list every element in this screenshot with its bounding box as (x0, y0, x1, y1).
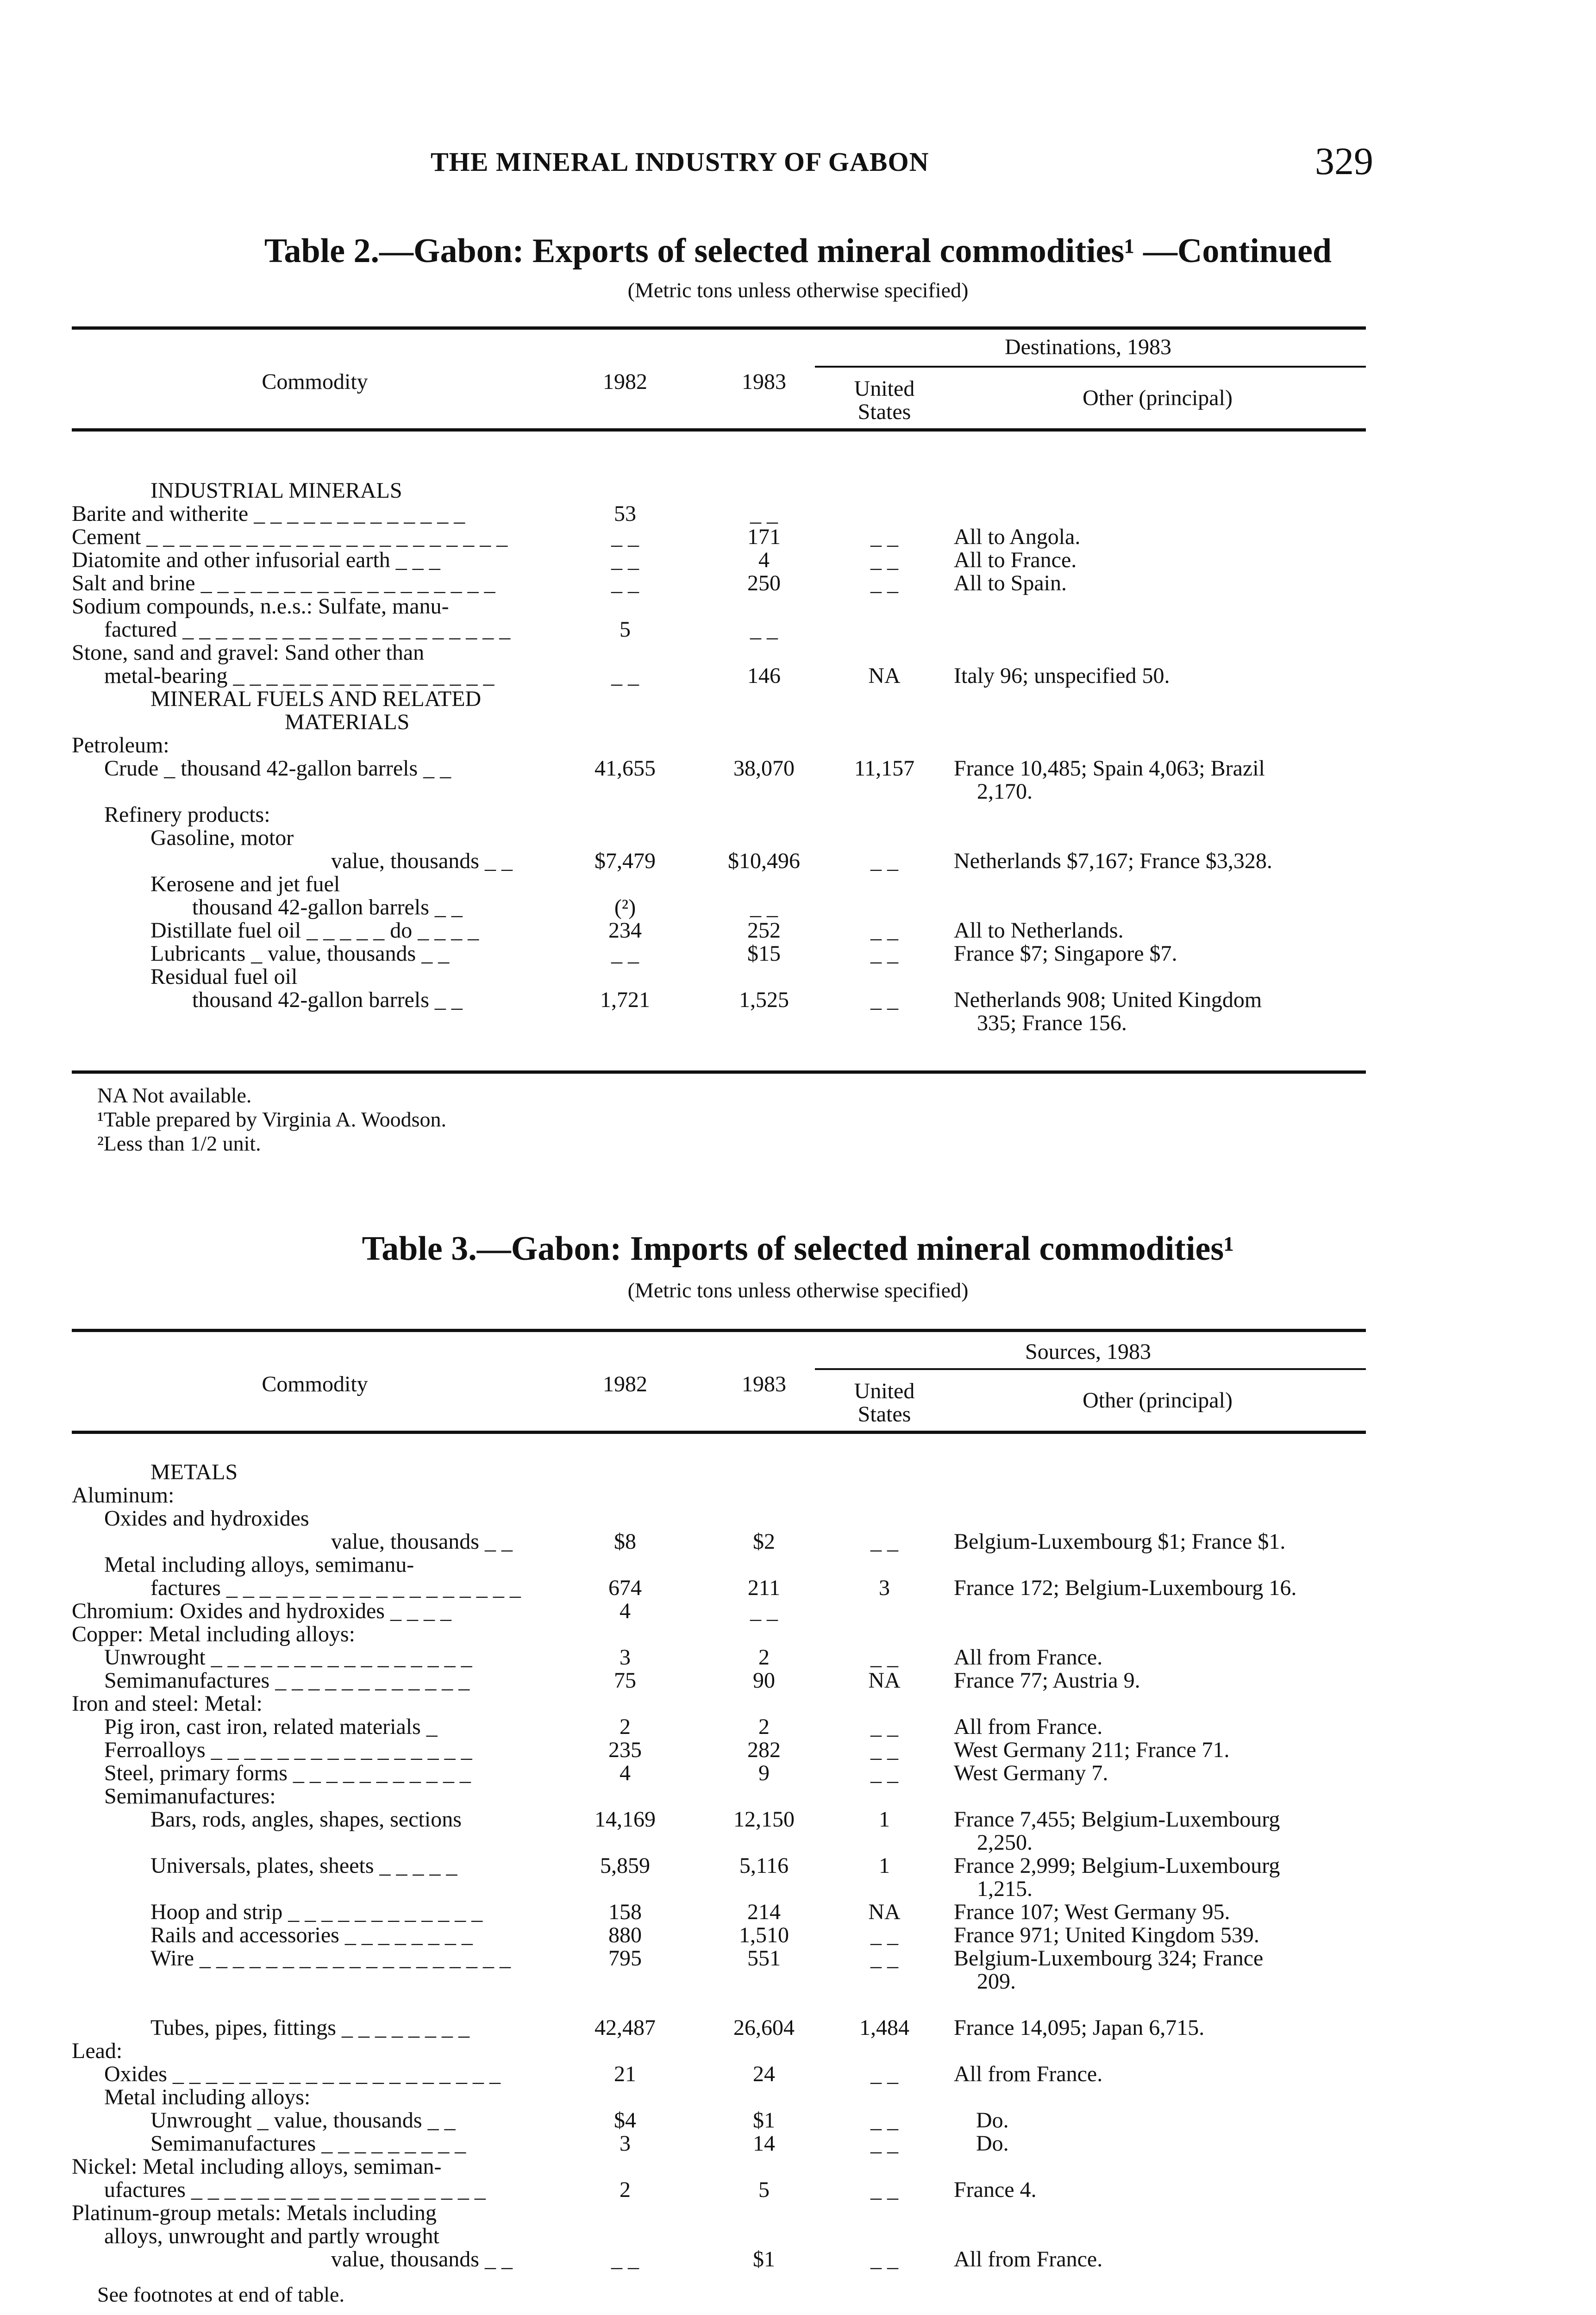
table3-value-us: 1 (879, 1807, 890, 1832)
table3-value-us: 1,484 (859, 2015, 909, 2040)
table2-commodity: Petroleum: (72, 733, 169, 757)
table3-commodity: Aluminum: (72, 1483, 175, 1508)
table2-subtitle: (Metric tons unless otherwise specified) (627, 278, 969, 302)
table2-footnote: ²Less than 1/2 unit. (97, 1132, 261, 1155)
table3-value-1982: 4 (620, 1761, 631, 1785)
table3-body (72, 1461, 1366, 2271)
table3-commodity: Lead: (72, 2039, 123, 2063)
table3-row (72, 1692, 1366, 1715)
table2-value-us: _ _ (870, 548, 898, 572)
table3-commodity: value, thousands _ _ (331, 1529, 513, 1554)
table2-commodity: value, thousands _ _ (331, 849, 513, 873)
table2-other-principal: All to France. (954, 548, 1077, 572)
table3-value-us: _ _ (870, 1529, 898, 1554)
table2-header-us: United States (854, 376, 915, 424)
table3-header-1982: 1982 (603, 1372, 647, 1396)
table2-commodity: thousand 42-gallon barrels _ _ (192, 988, 463, 1012)
table3-value-1983: 551 (747, 1946, 781, 1971)
table3-other-principal: France 77; Austria 9. (954, 1668, 1140, 1693)
table3-value-1982: 75 (614, 1668, 636, 1693)
table2-row (72, 664, 1366, 688)
table3-header-other: Other (principal) (1083, 1388, 1233, 1413)
table3-other-principal-cont: 2,250. (977, 1830, 1033, 1855)
table3-commodity: Universals, plates, sheets _ _ _ _ _ (150, 1853, 457, 1878)
table3-commodity: Iron and steel: Metal: (72, 1691, 263, 1716)
table3-row (72, 2225, 1366, 2248)
table2-other-principal: All to Angola. (954, 525, 1081, 549)
table2-row (72, 896, 1366, 919)
table3-other-principal: All from France. (954, 2247, 1103, 2271)
table2-value-1983: 38,070 (733, 756, 795, 781)
table3-other-principal: France 7,455; Belgium-Luxembourg (954, 1807, 1280, 1832)
table3-row (72, 2248, 1366, 2271)
table2-row (72, 595, 1366, 618)
table3-header-commodity: Commodity (262, 1372, 368, 1396)
table3-value-1982: 5,859 (600, 1853, 650, 1878)
table3-value-1983: 2 (758, 1714, 770, 1739)
table3-other-principal: France 107; West Germany 95. (954, 1900, 1230, 1924)
table2-value-1983: _ _ (750, 617, 778, 642)
table3-value-1982: $8 (614, 1529, 636, 1554)
table2-value-us: _ _ (870, 988, 898, 1012)
table3-value-1982: 21 (614, 2062, 636, 2086)
table3-commodity: Ferroalloys _ _ _ _ _ _ _ _ _ _ _ _ _ _ _ _ (104, 1738, 472, 1762)
table3-commodity: Rails and accessories _ _ _ _ _ _ _ _ (150, 1923, 473, 1947)
page-number: 329 (1315, 140, 1373, 183)
table2-value-1983: 1,525 (739, 988, 789, 1012)
table2-row (72, 734, 1366, 757)
table3-value-1983: 282 (747, 1738, 781, 1762)
table2-group-rule (815, 366, 1366, 368)
table3-row (72, 2178, 1366, 2202)
table3-commodity: Platinum-group metals: Metals including (72, 2201, 437, 2225)
table3-value-1983: 14 (753, 2131, 775, 2156)
table2-row (72, 479, 1366, 502)
table3-row (72, 1623, 1366, 1646)
table2-other-principal-cont: 335; France 156. (977, 1011, 1127, 1035)
table2-footnote: ¹Table prepared by Virginia A. Woodson. (97, 1107, 447, 1131)
table3-value-us: _ _ (870, 1738, 898, 1762)
table2-value-1982: 5 (620, 617, 631, 642)
table2-footnote: NA Not available. (97, 1083, 252, 1107)
table3-row (72, 1854, 1366, 1901)
table3-row (72, 1530, 1366, 1553)
table3-row (72, 2155, 1366, 2178)
table3-row (72, 1669, 1366, 1692)
table3-commodity: Semimanufactures _ _ _ _ _ _ _ _ _ (150, 2131, 466, 2156)
table2-value-1982: 234 (608, 918, 642, 943)
table2-row (72, 850, 1366, 873)
table2-value-us: _ _ (870, 918, 898, 943)
table3-value-1982: 880 (608, 1923, 642, 1947)
table3-value-us: _ _ (870, 2177, 898, 2202)
table3-value-us: _ _ (870, 1946, 898, 1971)
table3-row (72, 1762, 1366, 1785)
table3-value-us: _ _ (870, 1761, 898, 1785)
table2-value-1982: 53 (614, 501, 636, 526)
table3-value-1982: 2 (620, 2177, 631, 2202)
table2-row (72, 711, 1366, 734)
table2-other-principal: Netherlands 908; United Kingdom (954, 988, 1262, 1012)
table3-other-principal: West Germany 211; France 71. (954, 1738, 1230, 1762)
table2-other-principal-cont: 2,170. (977, 779, 1033, 804)
table2-row (72, 757, 1366, 803)
table3-commodity: Hoop and strip _ _ _ _ _ _ _ _ _ _ _ _ (150, 1900, 483, 1924)
table2-row (72, 618, 1366, 641)
table2-value-1982: (²) (614, 895, 636, 920)
table2-commodity: metal-bearing _ _ _ _ _ _ _ _ _ _ _ _ _ _ _ _ (104, 663, 494, 688)
table3-other-principal: Do. (954, 2108, 1009, 2133)
table2-commodity: Diatomite and other infusorial earth _ _ _ (72, 548, 440, 572)
table3-footnote: See footnotes at end of table. (97, 2283, 344, 2306)
table2-value-us: _ _ (870, 571, 898, 595)
table2-row (72, 989, 1366, 1035)
table2-row (72, 919, 1366, 942)
table3-other-principal-cont: 1,215. (977, 1877, 1033, 1901)
table2-value-us: 11,157 (854, 756, 915, 781)
table2-value-1982: $7,479 (595, 849, 656, 873)
table3-row (72, 1577, 1366, 1600)
table2-bottom-rule (72, 1070, 1366, 1074)
table3-other-principal: All from France. (954, 2062, 1103, 2086)
table3-value-us: _ _ (870, 2062, 898, 2086)
table2-row (72, 873, 1366, 896)
table2-row (72, 826, 1366, 850)
table3-value-1983: _ _ (750, 1599, 778, 1623)
table3-value-us: 3 (879, 1576, 890, 1600)
table2-commodity: Salt and brine _ _ _ _ _ _ _ _ _ _ _ _ _ _ _ _ _ _ (72, 571, 495, 595)
table2-commodity: Barite and witherite _ _ _ _ _ _ _ _ _ _ _ _ _ (72, 501, 465, 526)
table2-header-other: Other (principal) (1083, 386, 1233, 410)
table3-commodity: Unwrought _ value, thousands _ _ (150, 2108, 456, 2133)
table2-value-1983: 250 (747, 571, 781, 595)
table2-commodity: Distillate fuel oil _ _ _ _ _ do _ _ _ _ (150, 918, 479, 943)
table3-other-principal: France 172; Belgium-Luxembourg 16. (954, 1576, 1297, 1600)
table3-group-rule (815, 1368, 1366, 1370)
table3-value-us: _ _ (870, 2108, 898, 2133)
table3-subtitle: (Metric tons unless otherwise specified) (627, 1278, 969, 1302)
table2-value-1983: 4 (758, 548, 770, 572)
table3-value-1983: 26,604 (733, 2015, 795, 2040)
table2-body (72, 479, 1366, 1035)
table3-row (72, 2109, 1366, 2132)
table3-other-principal: Belgium-Luxembourg $1; France $1. (954, 1529, 1286, 1554)
table3-top-rule (72, 1329, 1366, 1332)
table3-value-1983: 9 (758, 1761, 770, 1785)
table2-header-commodity: Commodity (262, 369, 368, 394)
table3-header-group: Sources, 1983 (1025, 1339, 1151, 1364)
table2-title: Table 2.—Gabon: Exports of selected mineral commodities¹ —Continued (264, 232, 1332, 270)
table3-value-1982: 674 (608, 1576, 642, 1600)
table2-value-1983: 171 (747, 525, 781, 549)
table3-title: Table 3.—Gabon: Imports of selected mineral commodities¹ (362, 1230, 1234, 1268)
table3-commodity: Semimanufactures _ _ _ _ _ _ _ _ _ _ _ _ (104, 1668, 470, 1693)
table2-header-group: Destinations, 1983 (1005, 335, 1171, 359)
table3-other-principal: All from France. (954, 1645, 1103, 1670)
table2-row (72, 942, 1366, 965)
table3-row (72, 1901, 1366, 1924)
table3-other-principal-cont: 209. (977, 1969, 1016, 1994)
table3-value-1983: 5,116 (739, 1853, 789, 1878)
table2-header-1983: 1983 (742, 369, 786, 394)
table2-commodity: Crude _ thousand 42-gallon barrels _ _ (104, 756, 451, 781)
table3-other-principal: Do. (954, 2131, 1009, 2156)
table3-value-us: _ _ (870, 1645, 898, 1670)
table2-row (72, 502, 1366, 526)
table2-value-1982: 1,721 (600, 988, 650, 1012)
table3-header-1983: 1983 (742, 1372, 786, 1396)
table3-value-1982: 235 (608, 1738, 642, 1762)
table3-value-1983: 214 (747, 1900, 781, 1924)
table2-value-1983: _ _ (750, 501, 778, 526)
table3-value-1983: 2 (758, 1645, 770, 1670)
table3-commodity: factures _ _ _ _ _ _ _ _ _ _ _ _ _ _ _ _ _ _ (150, 1576, 521, 1600)
table2-other-principal: Italy 96; unspecified 50. (954, 663, 1170, 688)
table2-value-us: _ _ (870, 525, 898, 549)
table3-other-principal: All from France. (954, 1714, 1103, 1739)
table3-commodity: Unwrought _ _ _ _ _ _ _ _ _ _ _ _ _ _ _ _ (104, 1645, 472, 1670)
table3-commodity: Oxides _ _ _ _ _ _ _ _ _ _ _ _ _ _ _ _ _ _ _ _ (104, 2062, 501, 2086)
table2-commodity: Refinery products: (104, 802, 270, 827)
table3-row (72, 2040, 1366, 2063)
table3-commodity: Pig iron, cast iron, related materials _ (104, 1714, 438, 1739)
table2-value-1982: _ _ (611, 525, 639, 549)
table2-commodity: Sodium compounds, n.e.s.: Sulfate, manu- (72, 594, 449, 619)
table3-other-principal: France 4. (954, 2177, 1037, 2202)
table3-row (72, 1739, 1366, 1762)
table3-commodity: Chromium: Oxides and hydroxides _ _ _ _ (72, 1599, 451, 1623)
table3-commodity: Tubes, pipes, fittings _ _ _ _ _ _ _ _ (150, 2015, 469, 2040)
table3-commodity: value, thousands _ _ (331, 2247, 513, 2271)
table3-value-1982: 795 (608, 1946, 642, 1971)
table3-row (72, 1484, 1366, 1507)
table3-commodity: alloys, unwrought and partly wrought (104, 2224, 439, 2248)
table2-commodity: Kerosene and jet fuel (150, 872, 340, 896)
table3-row (72, 2016, 1366, 2040)
table2-commodity: factured _ _ _ _ _ _ _ _ _ _ _ _ _ _ _ _ _ _ _ _ (104, 617, 511, 642)
table2-value-1982: _ _ (611, 663, 639, 688)
table3-value-1983: 90 (753, 1668, 775, 1693)
table3-header-rule (72, 1431, 1366, 1434)
table2-footnotes (97, 1083, 446, 1156)
table2-other-principal: France 10,485; Spain 4,063; Brazil (954, 756, 1265, 781)
table3-commodity: Copper: Metal including alloys: (72, 1622, 355, 1646)
table3-commodity: Steel, primary forms _ _ _ _ _ _ _ _ _ _ _ (104, 1761, 471, 1785)
table3-commodity: Metal including alloys: (104, 2085, 311, 2109)
table3-value-1983: 1,510 (739, 1923, 789, 1947)
table2-commodity: Residual fuel oil (150, 964, 298, 989)
table3-commodity: Oxides and hydroxides (104, 1506, 309, 1531)
table3-other-principal: Belgium-Luxembourg 324; France (954, 1946, 1264, 1971)
table2-commodity: Cement _ _ _ _ _ _ _ _ _ _ _ _ _ _ _ _ _ _ _ _ _ _ (72, 525, 508, 549)
table2-section-label: MINERAL FUELS AND RELATED (150, 687, 482, 711)
table3-value-1983: 12,150 (733, 1807, 795, 1832)
table3-value-us: 1 (879, 1853, 890, 1878)
table2-value-1982: _ _ (611, 941, 639, 966)
table2-value-1982: _ _ (611, 571, 639, 595)
running-head: THE MINERAL INDUSTRY OF GABON (431, 147, 929, 177)
table3-value-1982: _ _ (611, 2247, 639, 2271)
table2-commodity: Stone, sand and gravel: Sand other than (72, 640, 425, 665)
table2-row (72, 965, 1366, 989)
table3-row (72, 1646, 1366, 1669)
table3-row (72, 2063, 1366, 2086)
table2-header-rule (72, 428, 1366, 432)
table2-value-us: _ _ (870, 941, 898, 966)
table3-other-principal: France 14,095; Japan 6,715. (954, 2015, 1205, 2040)
table3-value-1982: 2 (620, 1714, 631, 1739)
table3-value-1982: $4 (614, 2108, 636, 2133)
table2-value-1983: $15 (747, 941, 781, 966)
table3-value-1983: 24 (753, 2062, 775, 2086)
table2-commodity: Lubricants _ value, thousands _ _ (150, 941, 450, 966)
table2-value-us: _ _ (870, 849, 898, 873)
table3-value-us: _ _ (870, 1714, 898, 1739)
table3-row (72, 1924, 1366, 1947)
table3-value-us: NA (868, 1668, 901, 1693)
table3-value-1983: $1 (753, 2247, 775, 2271)
table3-row (72, 1553, 1366, 1577)
table3-commodity: ufactures _ _ _ _ _ _ _ _ _ _ _ _ _ _ _ _ _ _ (104, 2177, 486, 2202)
table2-value-1983: _ _ (750, 895, 778, 920)
table3-commodity: Bars, rods, angles, shapes, sections (150, 1807, 462, 1832)
table2-section-label: INDUSTRIAL MINERALS (150, 478, 402, 503)
table2-top-rule (72, 326, 1366, 330)
table2-value-1983: 146 (747, 663, 781, 688)
table3-row (72, 1808, 1366, 1854)
table3-row (72, 1507, 1366, 1530)
table2-other-principal: France $7; Singapore $7. (954, 941, 1177, 966)
table3-other-principal: France 2,999; Belgium-Luxembourg (954, 1853, 1280, 1878)
table3-value-1982: 4 (620, 1599, 631, 1623)
table3-commodity: Metal including alloys, semimanu- (104, 1552, 414, 1577)
table3-value-1982: 42,487 (595, 2015, 656, 2040)
table2-commodity: thousand 42-gallon barrels _ _ (192, 895, 463, 920)
table2-header-1982: 1982 (603, 369, 647, 394)
table3-value-us: NA (868, 1900, 901, 1924)
table3-value-1982: 3 (620, 1645, 631, 1670)
table3-commodity: Nickel: Metal including alloys, semiman- (72, 2154, 442, 2179)
table3-value-us: _ _ (870, 1923, 898, 1947)
table2-row (72, 549, 1366, 572)
table3-row (72, 1600, 1366, 1623)
table3-other-principal: West Germany 7. (954, 1761, 1108, 1785)
table3-value-1983: $2 (753, 1529, 775, 1554)
table3-other-principal: France 971; United Kingdom 539. (954, 1923, 1259, 1947)
table3-row (72, 2086, 1366, 2109)
table3-commodity: Wire _ _ _ _ _ _ _ _ _ _ _ _ _ _ _ _ _ _ _ (150, 1946, 511, 1971)
table3-value-us: _ _ (870, 2131, 898, 2156)
table3-section-label: METALS (150, 1460, 238, 1484)
table2-other-principal: Netherlands $7,167; France $3,328. (954, 849, 1272, 873)
table2-value-1983: 252 (747, 918, 781, 943)
table3-value-1983: 211 (747, 1576, 781, 1600)
table2-other-principal: All to Netherlands. (954, 918, 1124, 943)
table2-row (72, 688, 1366, 711)
table2-row (72, 641, 1366, 664)
table3-value-1983: 5 (758, 2177, 770, 2202)
table2-value-1982: _ _ (611, 548, 639, 572)
table3-row (72, 1715, 1366, 1739)
table3-row (72, 2132, 1366, 2155)
table2-row (72, 803, 1366, 826)
table3-row (72, 1785, 1366, 1808)
table2-value-us: NA (868, 663, 901, 688)
table3-header-us: United States (854, 1379, 915, 1427)
table2-commodity: Gasoline, motor (150, 826, 294, 850)
table2-value-1982: 41,655 (595, 756, 656, 781)
table3-row (72, 1947, 1366, 1993)
table3-commodity: Semimanufactures: (104, 1784, 276, 1808)
table2-section-label: MATERIALS (285, 710, 410, 734)
table3-row (72, 2202, 1366, 2225)
table2-row (72, 526, 1366, 549)
table3-value-1983: $1 (753, 2108, 775, 2133)
table3-value-1982: 3 (620, 2131, 631, 2156)
table3-row (72, 1461, 1366, 1484)
table3-value-1982: 158 (608, 1900, 642, 1924)
table2-value-1983: $10,496 (728, 849, 800, 873)
table2-row (72, 572, 1366, 595)
table2-other-principal: All to Spain. (954, 571, 1067, 595)
table3-value-us: _ _ (870, 2247, 898, 2271)
table3-value-1982: 14,169 (595, 1807, 656, 1832)
